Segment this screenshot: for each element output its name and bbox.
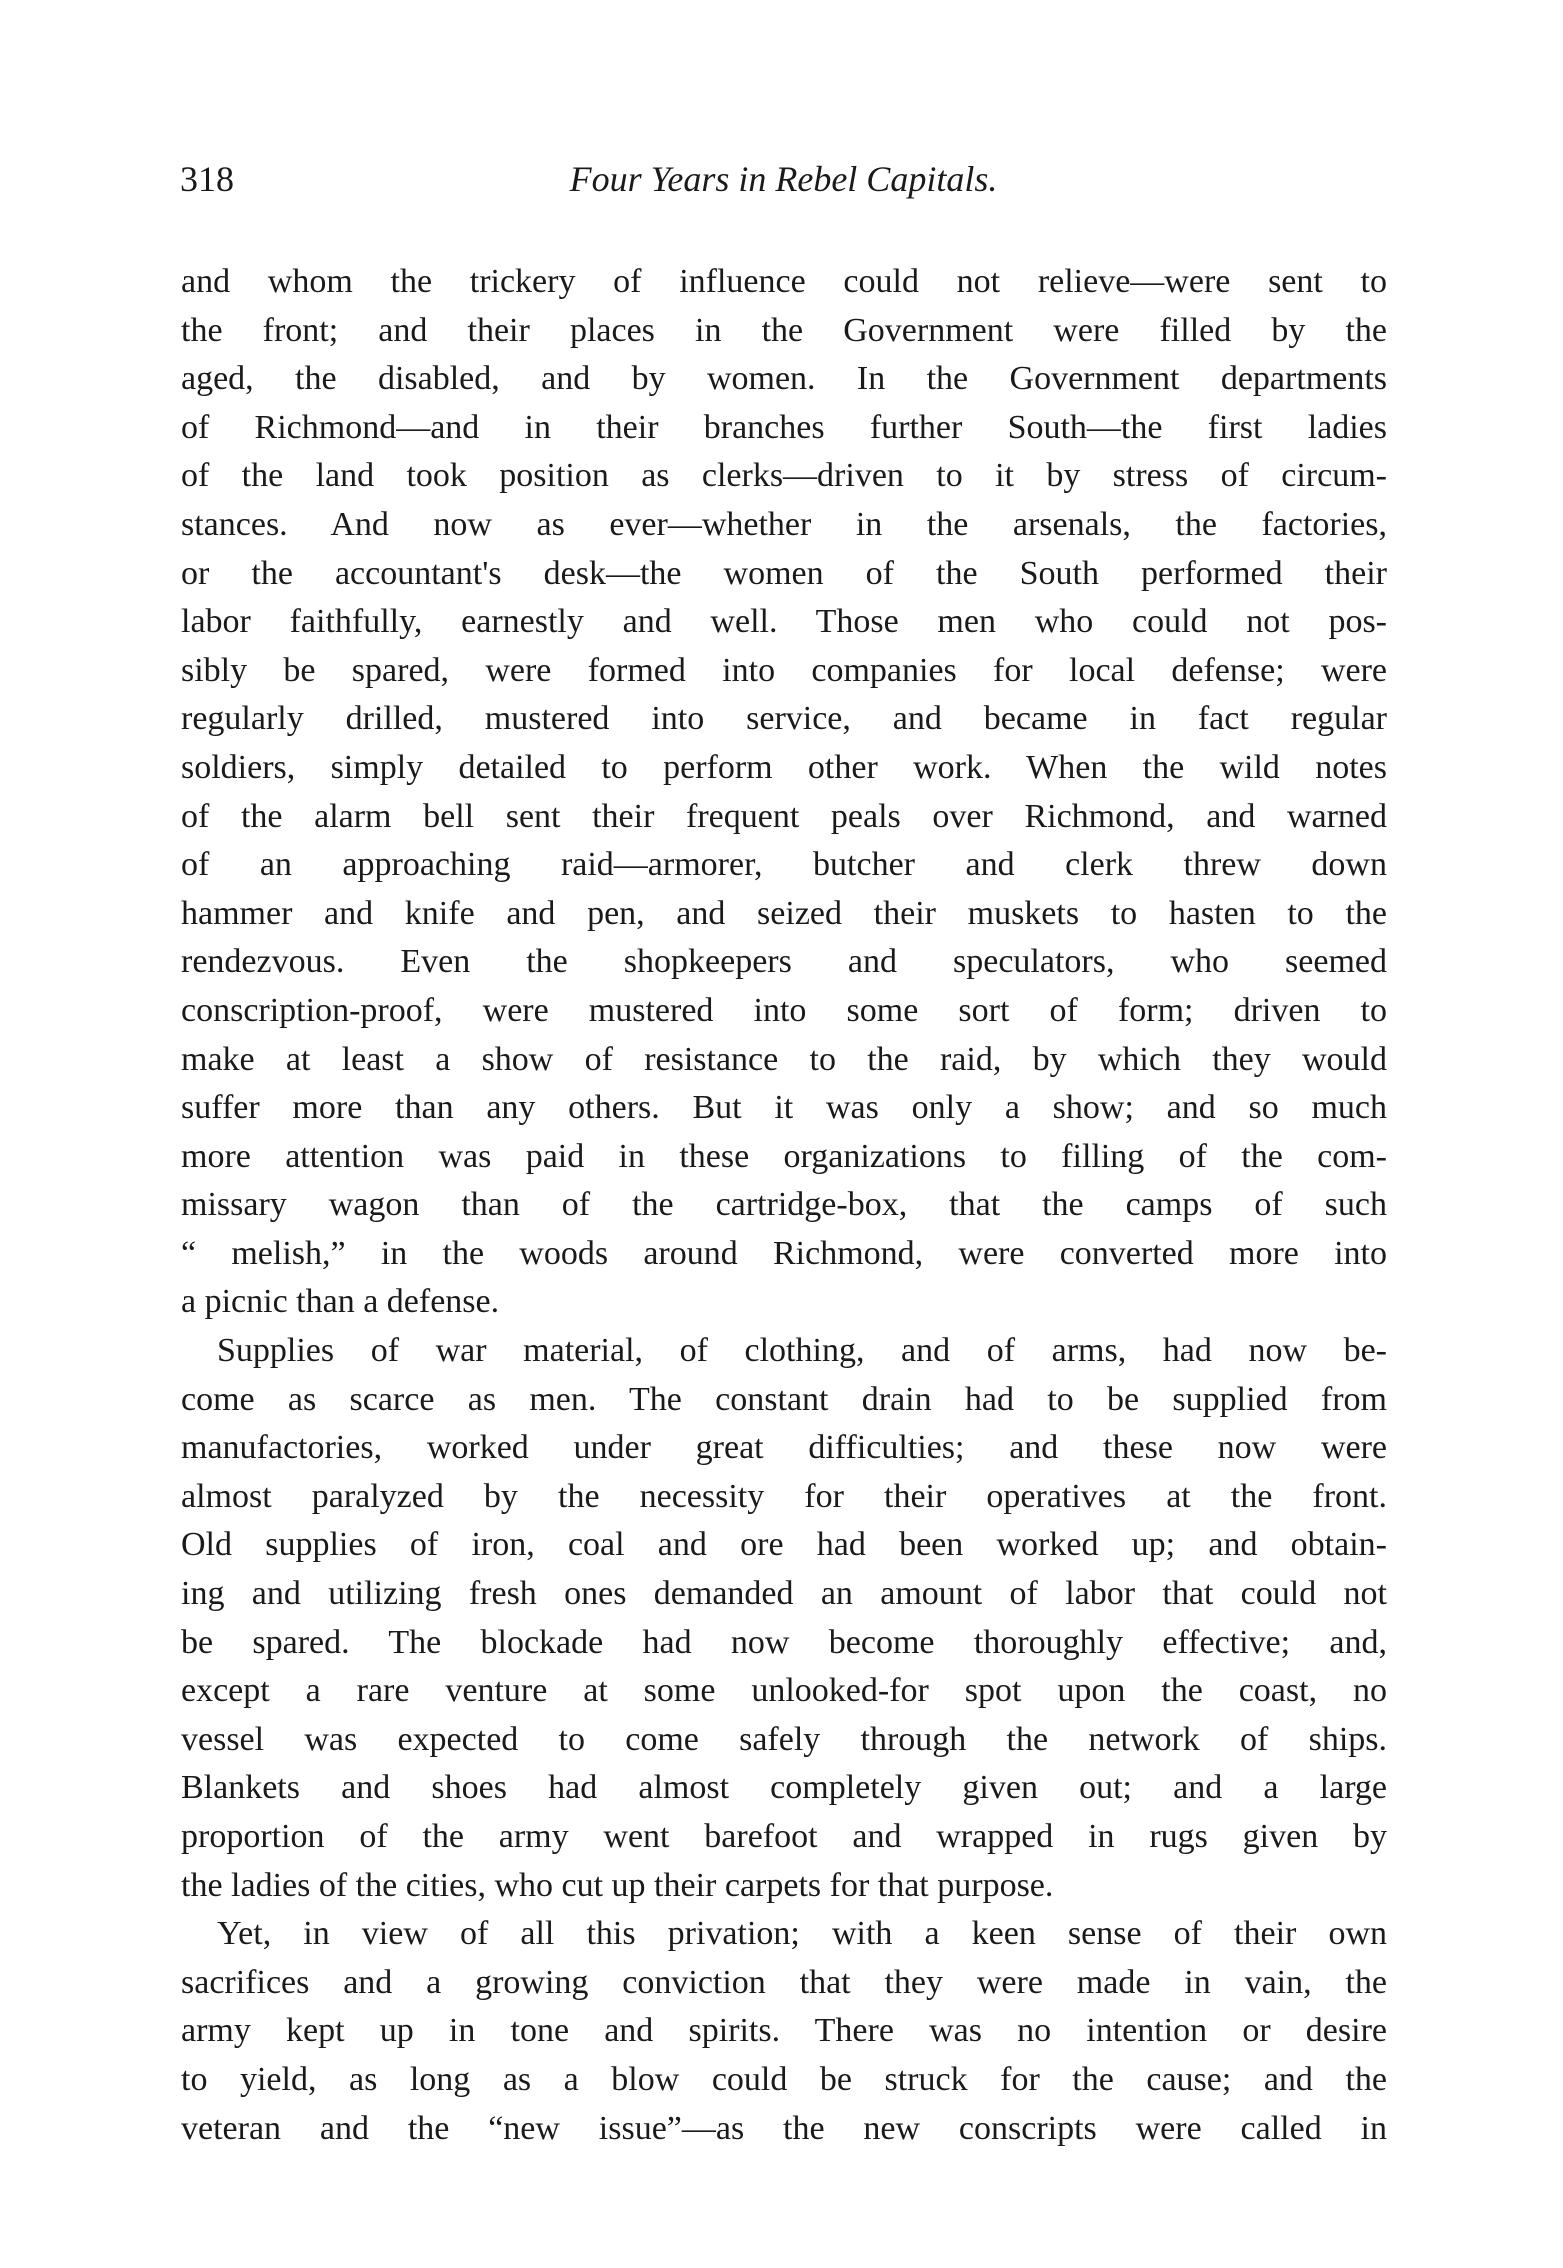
text-line: Supplies of war material, of clothing, and of arms, had now be- [217,1332,1387,1370]
text-line: manufactories, worked under great difficulties; and these now were [181,1429,1387,1467]
text-line: a picnic than a defense. [181,1283,500,1321]
text-line: proportion of the army went barefoot and wrapped in rugs given by [181,1818,1387,1855]
text-line: the ladies of the cities, who cut up their carpets for that purpose. [181,1866,1054,1904]
text-line: make at least a show of resistance to the raid, by which they would [181,1040,1387,1078]
text-line: or the accountant's desk—the women of the South performed their [181,554,1387,592]
text-line: rendezvous. Even the shopkeepers and speculators, who seemed [181,943,1387,981]
text-line: stances. And now as ever—whether in the arsenals, the factories, [181,505,1387,543]
text-line: “ melish,” in the woods around Richmond, were converted more into [181,1234,1387,1272]
text-line: of Richmond—and in their branches further South—the first ladies [181,408,1387,446]
text-line: Old supplies of iron, coal and ore had been worked up; and obtain- [181,1526,1387,1564]
text-line: aged, the disabled, and by women. In the Government departments [181,360,1387,398]
page-body-text [181,258,1387,2153]
text-line: labor faithfully, earnestly and well. Those men who could not pos- [181,603,1387,641]
text-line: of an approaching raid—armorer, butcher and clerk threw down [181,846,1387,884]
text-line: regularly drilled, mustered into service, and became in fact regular [181,700,1387,738]
text-line: missary wagon than of the cartridge-box, that the camps of such [181,1186,1387,1224]
page-number: 318 [180,159,234,199]
text-line: hammer and knife and pen, and seized their muskets to hasten to the [181,894,1387,932]
text-line: soldiers, simply detailed to perform other work. When the wild notes [181,748,1387,786]
text-line: of the land took position as clerks—driven to it by stress of circum- [181,457,1387,495]
text-line: army kept up in tone and spirits. There was no intention or desire [181,2012,1387,2050]
running-title: Four Years in Rebel Capitals. [569,159,998,199]
text-line: the front; and their places in the Government were filled by the [181,311,1387,349]
running-header [180,158,1387,214]
text-line: Yet, in view of all this privation; with a keen sense of their own [217,1915,1387,1953]
text-line: be spared. The blockade had now become thoroughly effective; and, [181,1623,1387,1661]
text-line: almost paralyzed by the necessity for their operatives at the front. [181,1477,1387,1515]
text-line: and whom the trickery of influence could not relieve—were sent to [181,263,1387,300]
text-line: vessel was expected to come safely through the network of ships. [181,1720,1387,1758]
text-line: sibly be spared, were formed into companies for local defense; were [181,651,1387,689]
text-line: sacrifices and a growing conviction that they were made in vain, the [181,1963,1387,2001]
text-line: to yield, as long as a blow could be struck for the cause; and the [181,2060,1387,2098]
text-line: conscription-proof, were mustered into some sort of form; driven to [181,991,1387,1029]
text-line: more attention was paid in these organizations to filling of the com- [181,1137,1387,1175]
text-line: ing and utilizing fresh ones demanded an amount of labor that could not [181,1575,1387,1613]
text-line: except a rare venture at some unlooked-for spot upon the coast, no [181,1672,1387,1710]
text-line: Blankets and shoes had almost completely given out; and a large [181,1769,1387,1807]
text-line: come as scarce as men. The constant drain had to be supplied from [181,1380,1387,1418]
text-line: veteran and the “new issue”—as the new conscripts were called in [181,2109,1387,2147]
text-line: suffer more than any others. But it was only a show; and so much [181,1089,1387,1127]
text-line: of the alarm bell sent their frequent peals over Richmond, and warned [181,797,1387,835]
